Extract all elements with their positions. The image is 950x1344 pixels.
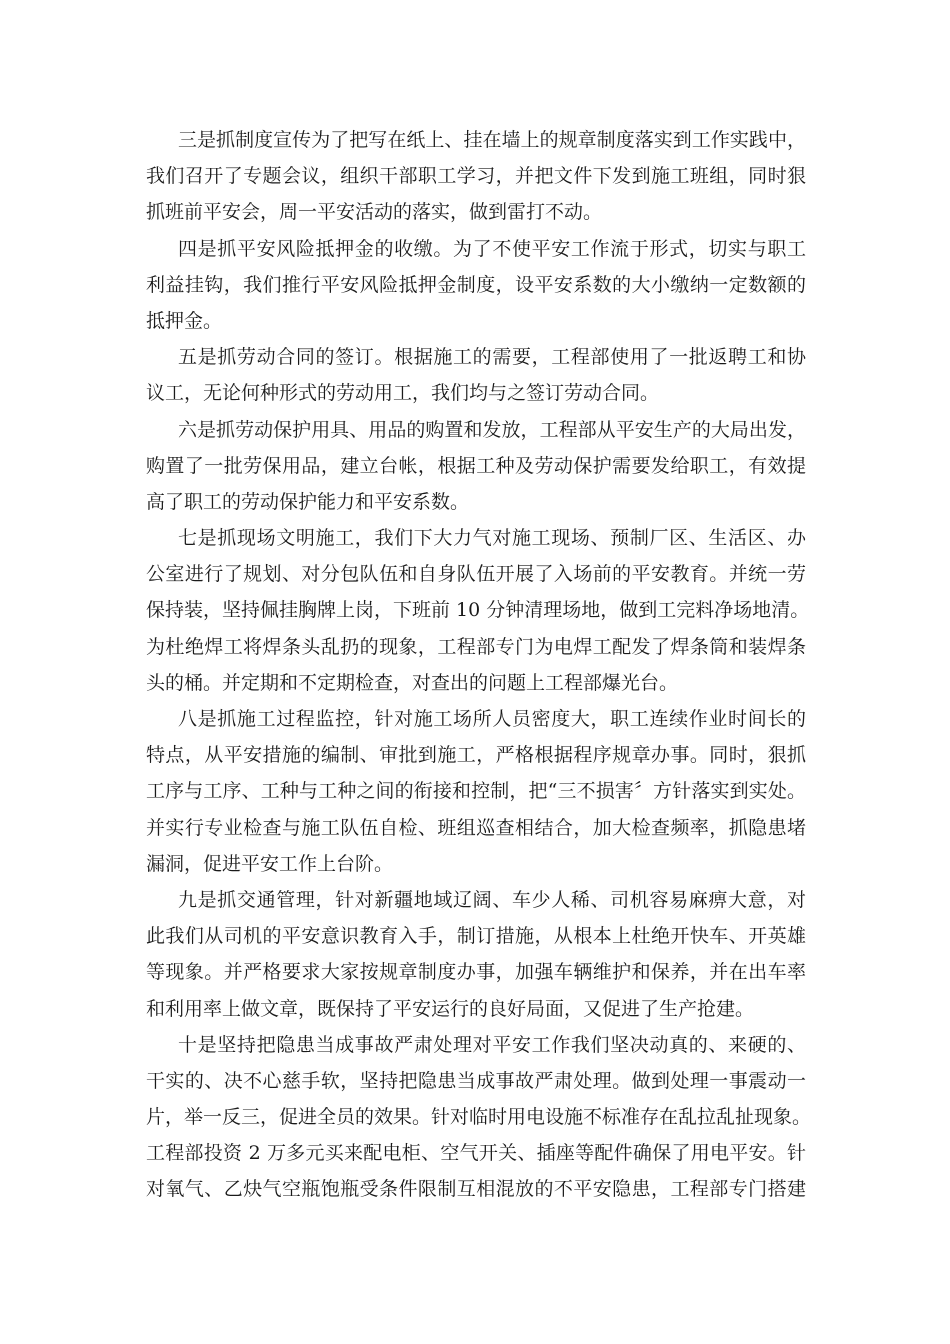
- text-line: 特点，从平安措施的编制、审批到施工，严格根据程序规章办事。同时，狠抓: [146, 744, 806, 767]
- text-line: 三是抓制度宣传为了把写在纸上、挂在墙上的规章制度落实到工作实践中，: [178, 129, 806, 151]
- text-line: 议工，无论何种形式的劳动用工，我们均与之签订劳动合同。: [146, 382, 660, 405]
- paragraph-4: [146, 231, 806, 340]
- text-line: 对氧气、乙炔气空瓶饱瓶受条件限制互相混放的不平安隐患，工程部专门搭建: [146, 1178, 806, 1201]
- text-line: 抵押金。: [146, 309, 223, 332]
- text-line: 抓班前平安会，周一平安活动的落实，做到雷打不动。: [146, 201, 603, 224]
- paragraph-3: [146, 122, 806, 231]
- text-line: 头的桶。并定期和不定期检查，对查出的问题上工程部爆光台。: [146, 671, 679, 694]
- paragraph-10: [146, 1027, 812, 1208]
- text-line: 四是抓平安风险抵押金的收缴。为了不使平安工作流于形式，切实与职工: [178, 237, 806, 260]
- text-line: 购置了一批劳保用品，建立台帐，根据工种及劳动保护需要发给职工，有效提: [146, 454, 806, 477]
- text-line: 利益挂钩，我们推行平安风险抵押金制度，设平安系数的大小缴纳一定数额的: [146, 273, 806, 296]
- text-line: 高了职工的劳动保护能力和平安系数。: [146, 490, 470, 513]
- text-line: 工程部投资 2 万多元买来配电柜、空气开关、插座等配件确保了用电平安。针: [146, 1142, 806, 1165]
- text-line: 片，举一反三，促进全员的效果。针对临时用电设施不标准存在乱拉乱扯现象。: [146, 1106, 812, 1129]
- text-line: 六是抓劳动保护用具、用品的购置和发放，工程部从平安生产的大局出发，: [178, 418, 806, 441]
- text-line: 我们召开了专题会议，组织干部职工学习，并把文件下发到施工班组，同时狠: [146, 165, 806, 188]
- text-line: 干实的、决不心慈手软，坚持把隐患当成事故严肃处理。做到处理一事震动一: [146, 1069, 806, 1092]
- text-line: 十是坚持把隐患当成事故严肃处理对平安工作我们坚决动真的、来硬的、: [178, 1033, 806, 1056]
- paragraph-5: [146, 339, 806, 411]
- document-body: [146, 122, 812, 1208]
- paragraph-8: [146, 701, 806, 882]
- text-line: 五是抓劳动合同的签订。根据施工的需要，工程部使用了一批返聘工和协: [178, 346, 806, 369]
- text-line: 此我们从司机的平安意识教育入手，制订措施，从根本上杜绝开快车、开英雄: [146, 925, 806, 948]
- text-line: 并实行专业检查与施工队伍自检、班组巡查相结合，加大检查频率，抓隐患堵: [146, 816, 806, 839]
- paragraph-9: [146, 882, 806, 1027]
- text-line: 为杜绝焊工将焊条头乱扔的现象，工程部专门为电焊工配发了焊条筒和装焊条: [146, 635, 806, 658]
- text-line: 七是抓现场文明施工，我们下大力气对施工现场、预制厂区、生活区、办: [178, 527, 806, 550]
- text-line: 等现象。并严格要求大家按规章制度办事，加强车辆维护和保养，并在出车率: [146, 961, 806, 984]
- text-line: 公室进行了规划、对分包队伍和自身队伍开展了入场前的平安教育。并统一劳: [146, 563, 806, 586]
- text-line: 九是抓交通管理，针对新疆地域辽阔、车少人稀、司机容易麻痹大意，对: [178, 888, 806, 911]
- text-line: 工序与工序、工种与工种之间的衔接和控制，把“三不损害〞方针落实到实处。: [146, 780, 806, 803]
- text-line: 和利用率上做文章，既保持了平安运行的良好局面，又促进了生产抢建。: [146, 997, 755, 1020]
- text-line: 漏洞，促进平安工作上台阶。: [146, 852, 394, 875]
- text-line: 保持装，坚持佩挂胸牌上岗，下班前 10 分钟清理场地，做到工完料净场地清。: [146, 599, 810, 622]
- paragraph-7: [146, 520, 810, 701]
- paragraph-6: [146, 412, 806, 521]
- text-line: 八是抓施工过程监控，针对施工场所人员密度大，职工连续作业时间长的: [178, 708, 806, 730]
